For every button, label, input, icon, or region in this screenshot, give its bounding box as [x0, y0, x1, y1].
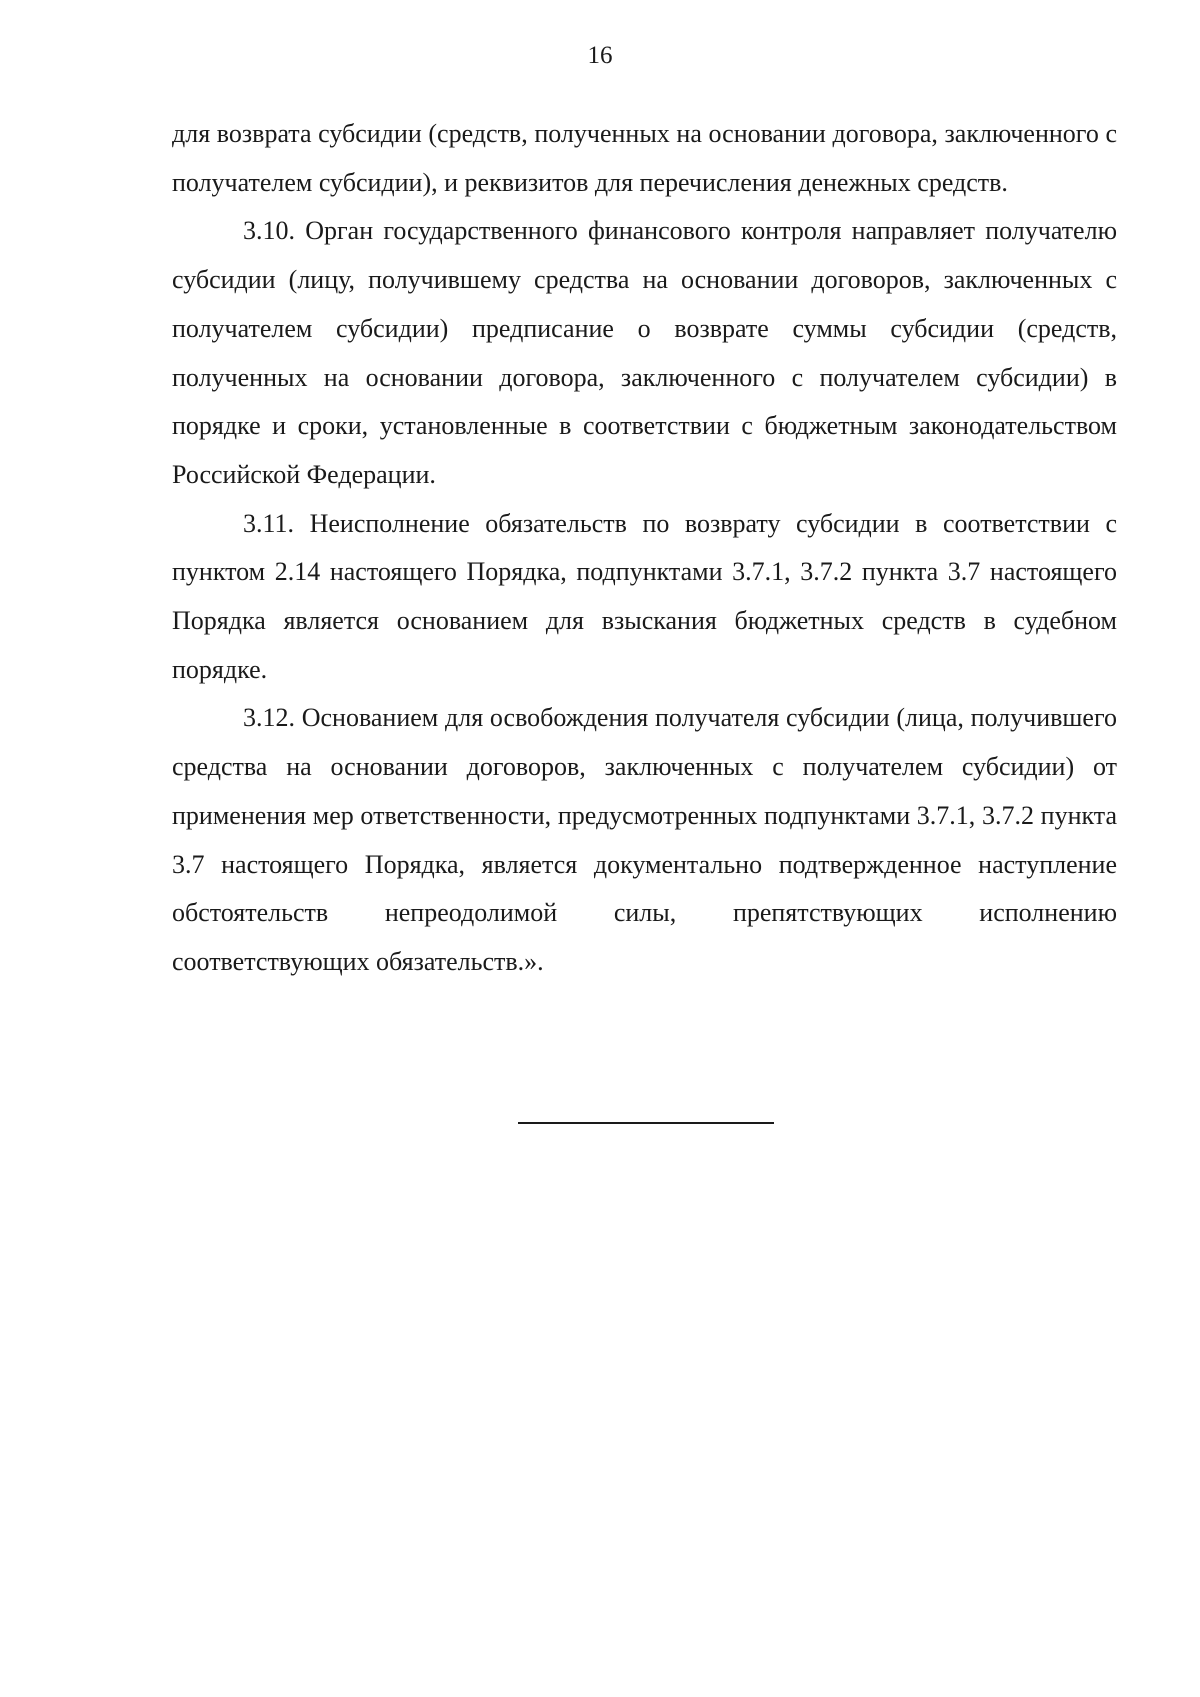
closing-divider — [518, 1122, 774, 1124]
page-number: 16 — [587, 42, 613, 69]
paragraph-continuation: для возврата субсидии (средств, полученных на основании договора, заключенного с получателем субсидии), и реквизитов для перечисления денежных средств. — [172, 119, 1117, 197]
paragraph-3-10: 3.10. Орган государственного финансового контроля направляет получателю субсидии (лицу, получившему средства на основании договоров, заключенных с получателем субсидии) предписание о возврате суммы субсидии (средств, полученных на основании договора, заключенного с получателем субсидии) в порядке и сроки, установленные в соответствии с бюджетным законодательством Российской Федерации. — [172, 216, 1117, 489]
paragraph-3-12: 3.12. Основанием для освобождения получателя субсидии (лица, получившего средства на основании договоров, заключенных с получателем субсидии) от применения мер ответственности, предусмотренных подпунктами 3.7.1, 3.7.2 пункта 3.7 настоящего Порядка, является документально подтвержденное наступление обстоятельств непреодолимой силы, препятствующих исполнению соответствующих обязательств.». — [172, 703, 1117, 976]
paragraph-3-11: 3.11. Неисполнение обязательств по возврату субсидии в соответствии с пунктом 2.14 настоящего Порядка, подпунктами 3.7.1, 3.7.2 пункта 3.7 настоящего Порядка является основанием для взыскания бюджетных средств в судебном порядке. — [172, 508, 1117, 684]
document-body — [172, 110, 1117, 987]
